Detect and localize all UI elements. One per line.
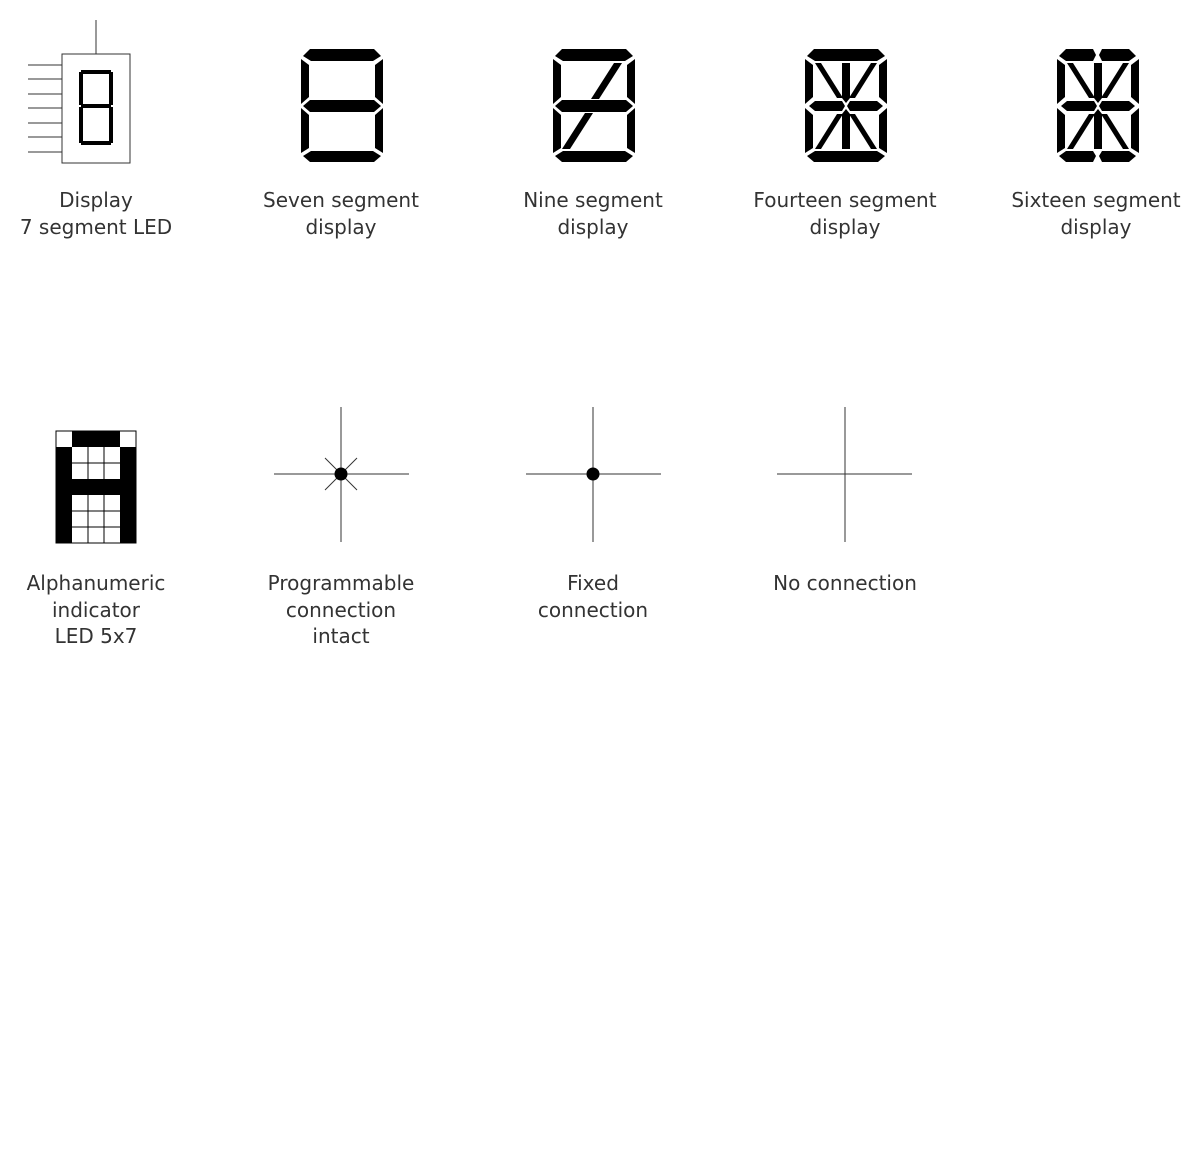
label-line: Alphanumeric [26,571,166,595]
fourteen-segment-display-label [725,187,965,240]
label-line: connection [285,597,397,622]
label-line: display [809,214,881,239]
label-line: Display [59,188,133,212]
seven-segment-display-icon[interactable] [301,49,383,162]
alphanumeric-led-5x7-icon[interactable] [56,431,136,543]
label-line: Fixed [567,571,619,595]
led-7-segment-display-label [0,187,216,240]
label-line: Sixteen segment [1011,188,1181,212]
label-line: Seven segment [263,188,419,212]
fourteen-segment-display-icon[interactable] [805,49,887,162]
label-line: display [1060,214,1132,239]
label-line: display [305,214,377,239]
fixed-connection-icon[interactable] [526,407,661,542]
label-line: connection [537,597,649,622]
label-line: LED 5x7 [54,624,138,648]
label-line: No connection [773,571,917,595]
sixteen-segment-display-label [976,187,1200,240]
label-line: display [557,214,629,239]
label-line: 7 segment LED [19,214,173,239]
no-connection-label [725,570,965,597]
nine-segment-display-label [473,187,713,240]
label-line: Nine segment [523,188,663,212]
nine-segment-display-icon[interactable] [553,49,635,162]
programmable-connection-intact-label [221,570,461,650]
sixteen-segment-display-icon[interactable] [1057,49,1139,162]
programmable-connection-intact-icon[interactable] [274,407,409,542]
label-line: Fourteen segment [753,188,937,212]
led-7-segment-display-icon[interactable] [28,20,130,163]
label-line: indicator [51,597,141,622]
label-line: Programmable [267,571,415,595]
seven-segment-display-label [221,187,461,240]
alphanumeric-led-5x7-label [0,570,216,650]
no-connection-icon[interactable] [777,407,912,542]
fixed-connection-label [473,570,713,623]
label-line: intact [312,624,370,648]
